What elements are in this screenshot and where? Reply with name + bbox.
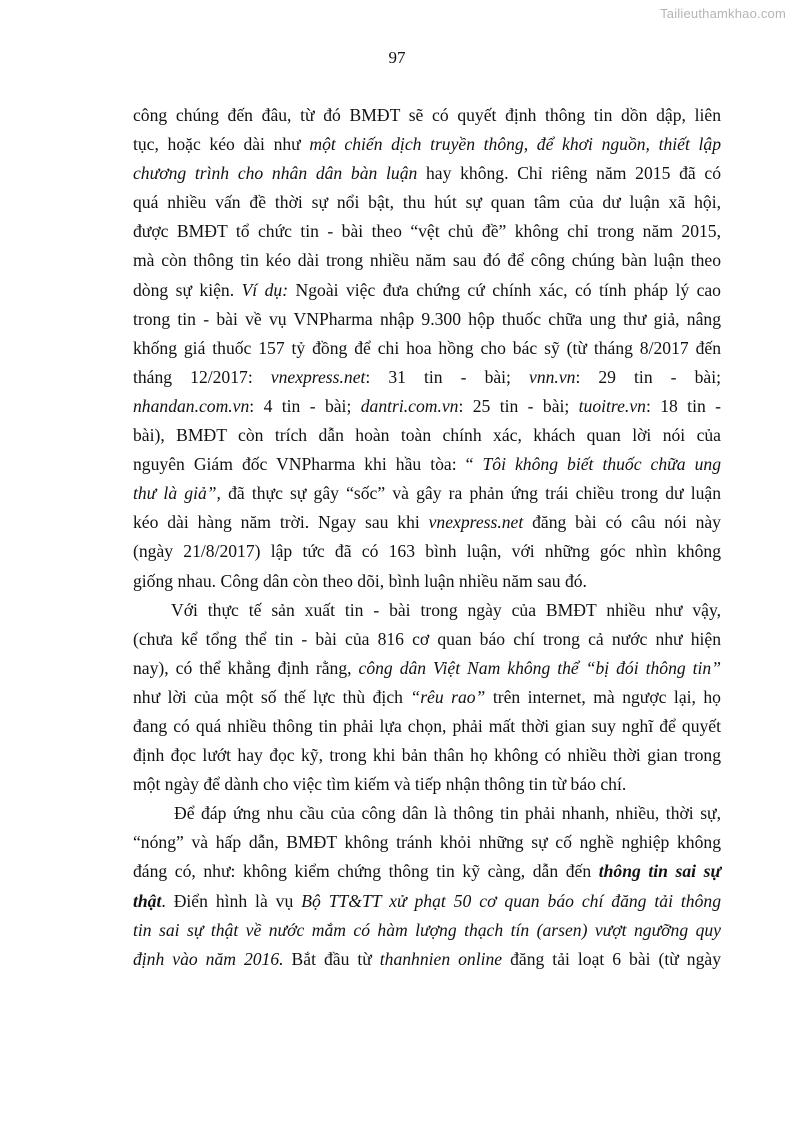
text-line <box>133 188 721 217</box>
text-segment: thông tin sai sự <box>598 861 722 882</box>
text-segment: đăng bài có câu nói này <box>523 512 721 533</box>
text-segment: Ví dụ: <box>241 279 289 300</box>
text-line <box>133 916 721 945</box>
text-line <box>133 537 721 566</box>
text-segment: . Điển hình là vụ <box>161 890 302 911</box>
text-segment: Với thực tế sản xuất tin - bài trong ngày của BMĐT nhiều như vậy, <box>171 599 721 620</box>
text-line <box>133 625 721 654</box>
text-segment: tháng 12/2017: <box>133 366 271 387</box>
text-segment: một ngày để dành cho việc tìm kiếm và tiếp nhận thông tin từ báo chí. <box>133 774 627 795</box>
text-segment: “nóng” và hấp dẫn, BMĐT không tránh khỏi những sự cố nghề nghiệp không <box>133 832 721 853</box>
paragraph <box>133 596 721 800</box>
text-line <box>133 363 721 392</box>
text-segment: (ngày 21/8/2017) lập tức đã có 163 bình luận, với những góc nhìn không <box>133 541 721 562</box>
text-segment: : 18 tin - <box>645 395 721 416</box>
document-body <box>133 101 721 974</box>
text-segment: kéo dài hàng năm trời. Ngay sau khi <box>133 512 429 533</box>
text-line <box>133 508 721 537</box>
text-segment: như lời của một số thế lực thù địch <box>133 686 411 707</box>
text-segment: : 31 tin - bài; <box>365 366 530 387</box>
text-segment: quá nhiều vấn đề thời sự nổi bật, thu hút sự quan tâm của dư luận xã hội, <box>133 192 721 213</box>
text-segment: vnexpress.net <box>270 366 366 387</box>
text-line <box>133 217 721 246</box>
text-line <box>133 305 721 334</box>
text-segment: tục, hoặc kéo dài như <box>133 134 310 155</box>
text-segment: thanhnien online <box>379 948 503 969</box>
paragraph <box>133 799 721 974</box>
text-segment: đã thực sự gây “sốc” và gây ra phản ứng trái chiều trong dư luận <box>220 483 721 504</box>
text-segment: bài), BMĐT còn trích dẫn hoàn toàn chính xác, khách quan lời nói của <box>133 425 721 446</box>
text-line <box>133 683 721 712</box>
text-segment: Ngoài việc đưa chứng cứ chính xác, có tính pháp lý cao <box>288 279 721 300</box>
text-segment: thật <box>133 890 162 911</box>
text-line <box>133 246 721 275</box>
text-segment: hay không. Chỉ riêng năm 2015 đã có <box>417 163 721 184</box>
text-segment: trên internet, mà ngược lại, họ <box>485 686 721 707</box>
text-segment: đăng tải loạt 6 bài (từ ngày <box>502 948 722 969</box>
text-segment: (chưa kể tổng thể tin - bài của 816 cơ quan báo chí trong cả nước như hiện <box>133 628 721 649</box>
text-segment: nhandan.com.vn <box>133 395 250 416</box>
text-segment: chương trình cho nhân dân bàn luận <box>133 163 418 184</box>
text-segment: được BMĐT tổ chức tin - bài theo “vệt chủ đề” không chỉ trong năm 2015, <box>133 221 721 242</box>
page-number: 97 <box>388 48 406 67</box>
text-segment: định vào năm 2016. <box>133 948 284 969</box>
text-segment: một chiến dịch truyền thông, để khơi nguồn, thiết lập <box>309 134 721 155</box>
text-line <box>133 421 721 450</box>
text-segment: công dân Việt Nam không thể “bị đói thông tin” <box>358 657 721 678</box>
text-segment: mà còn thông tin kéo dài trong nhiều năm sau đó để công chúng bàn luận theo <box>133 250 721 271</box>
text-segment: : 25 tin - bài; <box>458 395 579 416</box>
text-segment: đang có quá nhiều thông tin phải lựa chọn, phải mất thời gian suy nghĩ để quyết <box>133 715 721 736</box>
text-segment: tuoitre.vn <box>578 395 646 416</box>
text-segment: : 4 tin - bài; <box>249 395 361 416</box>
text-line <box>133 654 721 683</box>
text-segment: dantri.com.vn <box>360 395 459 416</box>
text-line <box>133 159 721 188</box>
text-segment: giống nhau. Công dân còn theo dõi, bình luận nhiều năm sau đó. <box>133 570 587 591</box>
text-segment: trong tin - bài về vụ VNPharma nhập 9.300 hộp thuốc chữa ung thư giả, nâng <box>133 308 721 329</box>
text-line <box>133 857 721 886</box>
text-line <box>133 101 721 130</box>
text-segment: : 29 tin - bài; <box>575 366 721 387</box>
text-segment: Để đáp ứng nhu cầu của công dân là thông tin phải nhanh, nhiều, thời sự, <box>174 803 721 824</box>
text-segment: nguyên Giám đốc VNPharma khi hầu tòa: “ <box>133 454 483 475</box>
text-segment: vnn.vn <box>529 366 576 387</box>
text-line <box>133 479 721 508</box>
text-line <box>133 276 721 305</box>
text-segment: định đọc lướt hay đọc kỹ, trong khi bản thân họ không có nhiều thời gian trong <box>133 745 721 766</box>
text-segment: đáng có, như: không kiểm chứng thông tin kỹ càng, dẫn đến <box>133 861 599 882</box>
text-segment: dòng sự kiện. <box>133 279 242 300</box>
text-segment: công chúng đến đâu, từ đó BMĐT sẽ có quyết định thông tin dồn dập, liên <box>133 105 721 125</box>
text-line <box>133 567 721 596</box>
text-line <box>133 770 721 799</box>
text-line <box>133 945 721 974</box>
text-line <box>133 334 721 363</box>
text-segment: nay), có thể khẳng định rằng, <box>133 657 359 678</box>
text-segment: vnexpress.net <box>428 512 524 533</box>
text-line <box>133 741 721 770</box>
watermark: Tailieuthamkhao.com <box>660 6 786 21</box>
text-segment: Tôi không biết thuốc chữa ung <box>482 454 721 475</box>
text-line <box>133 392 721 421</box>
text-line <box>133 828 721 857</box>
text-segment: Bộ TT&TT xử phạt 50 cơ quan báo chí đăng tải thông <box>301 890 721 911</box>
paragraph <box>133 101 721 596</box>
text-segment: khống giá thuốc 157 tỷ đồng để chi hoa hồng cho bác sỹ (từ tháng 8/2017 đến <box>133 337 721 358</box>
text-line <box>133 130 721 159</box>
text-line <box>133 712 721 741</box>
text-segment: “rêu rao” <box>410 686 486 707</box>
text-segment: tin sai sự thật về nước mắm có hàm lượng thạch tín (arsen) vượt ngưỡng quy <box>133 919 721 940</box>
text-line <box>133 799 721 828</box>
text-segment: thư là giả”, <box>133 483 221 504</box>
text-segment: Bắt đầu từ <box>283 948 380 969</box>
text-line <box>133 887 721 916</box>
text-line <box>133 450 721 479</box>
text-line <box>133 596 721 625</box>
